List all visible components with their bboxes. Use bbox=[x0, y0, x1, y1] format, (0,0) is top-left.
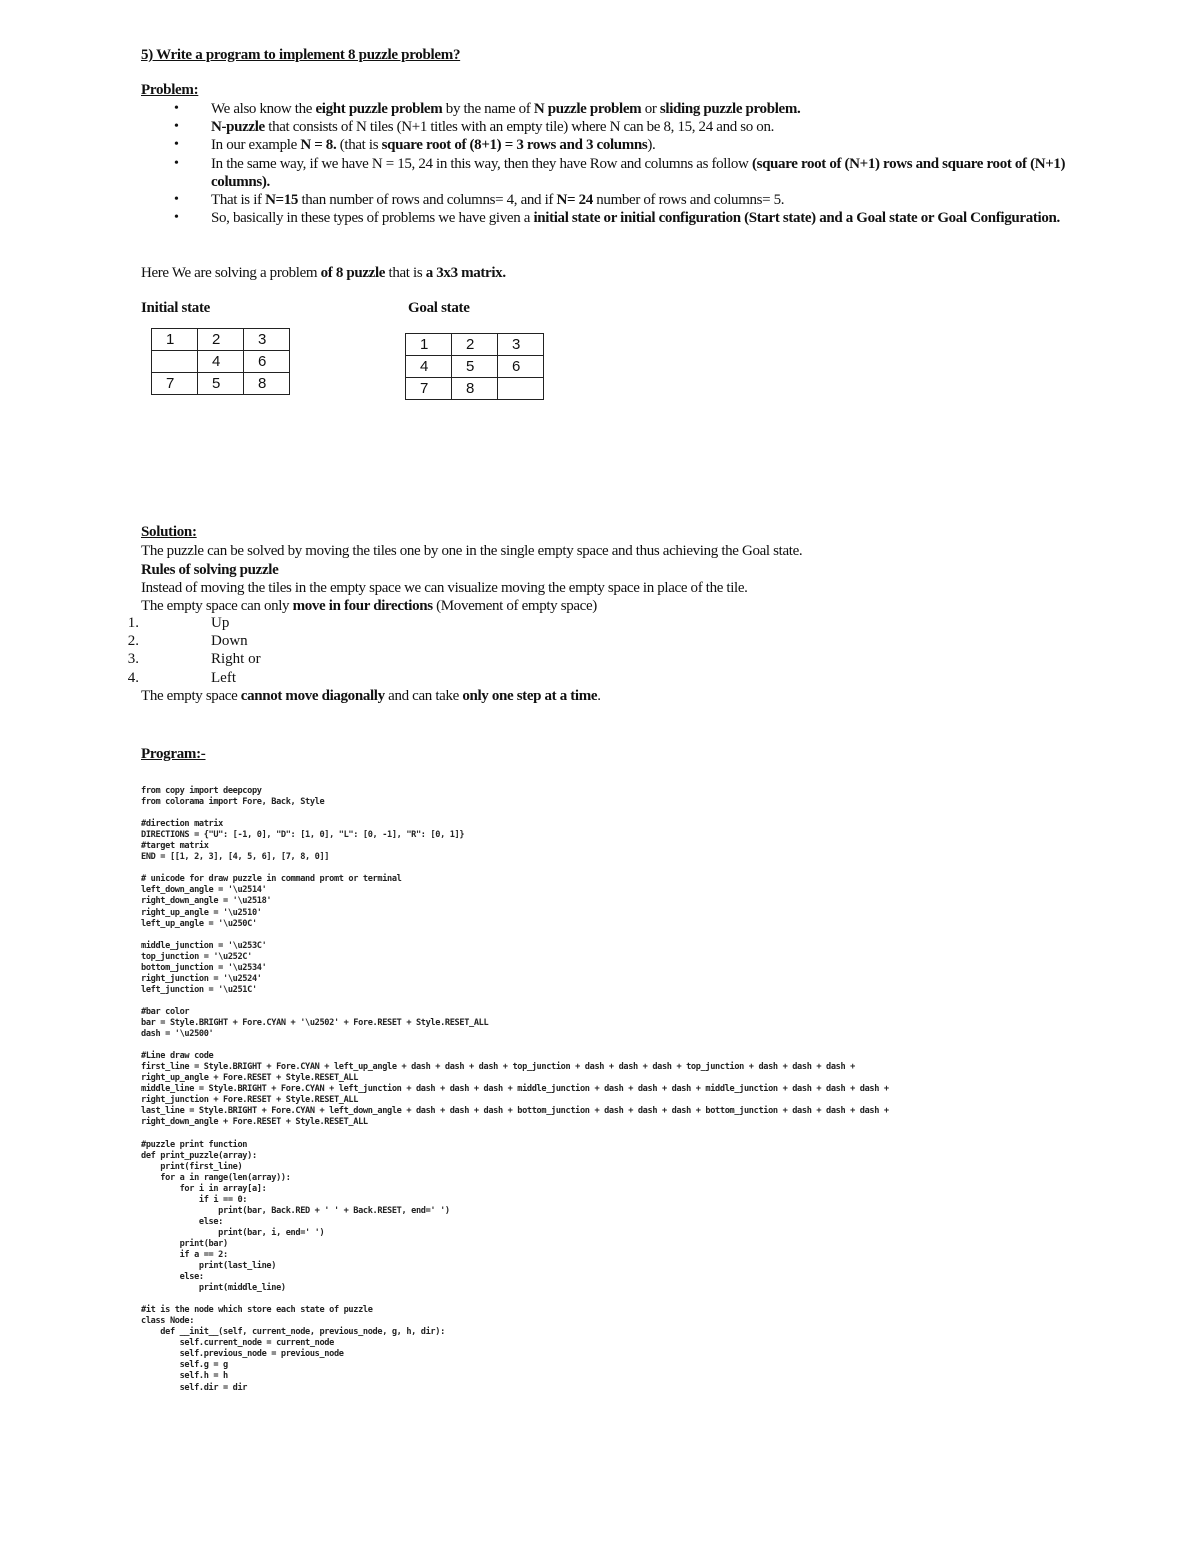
grid-cell: 2 bbox=[198, 329, 244, 351]
bullet-item: • In our example N = 8. (that is square root of (8+1) = 3 rows and 3 columns). bbox=[172, 136, 1072, 154]
bullet-item: • In the same way, if we have N = 15, 24 in this way, then they have Row and columns as follow (square root of (N+1) rows and square root of (N+1) columns). bbox=[172, 155, 1072, 191]
document-page: 5) Write a program to implement 8 puzzle problem? Problem: • We also know the eight puzzle problem by the name of N puzzle problem or sliding puzzle problem. • N-puzzle that consists of N tiles (N+1 titles with an empty tile) where N can be 8, 15, 24 and so on. • In our example N = 8. (that is square root of (8+1) = 3 rows and 3 columns). • In the same way, if we have N = 15, 24 in this way, then they have Row and columns as follow (square root of (N+1) rows and square root of (N+1) columns). • That is if N=15 than number of rows and columns= 4, and if N= 24 number of rows and columns= 5. • So, basically in these types of problems we have given a initial state or initial configuration (Start state) and a Goal state or Goal Configuration. Here We are solving a problem of 8 puzzle that is a 3x3 matrix. Initial state Goal state 1 2 3 4 6 7 5 8 1 2 3 4 5 6 7 8 Solution: The puzzle can be solved by moving the tiles one by one in the single empty space and thus achieving the Goal state. Rules of solving puzzle Instead of moving the tiles in the empty space we can visualize moving the empty space in place of the tile. The empty space can only move in four directions (Movement of empty space) 1. Up 2. Down 3. Right or 4. Left The empty space cannot move diagonally and can take only one step at a time. Program:- from copy import deepcopy from colorama import Fore, Back, Style #direction matrix DIRECTIONS = {"U": [-1, 0], "D": [1, 0], "L": [0, -1], "R": [0, 1]} #target matrix END = [[1, 2, 3], [4, 5, 6], [7, 8, 0]] # unicode for draw puzzle in command promt or terminal left_down_angle = '\u2514' right_down_angle = '\u2518' right_up_angle = '\u2510' left_up_angle = '\u250C' middle_junction = '\u253C' top_junction = '\u252C' bottom_junction = '\u2534' right_junction = '\u2524' left_junction = '\u251C' #bar color bar = Style.BRIGHT + Fore.CYAN + '\u2502' + Fore.RESET + Style.RESET_ALL dash = '\u2500' #Line draw code first_line = Style.BRIGHT + Fore.CYAN + left_up_angle + dash + dash + dash + top_junction + dash + dash + dash + top_junction + dash + dash + dash + right_up_angle + Fore.RESET + Style.RESET_ALL middle_line = Style.BRIGHT + Fore.CYAN + left_junction + dash + dash + dash + middle_junction + dash + dash + dash + middle_junction + dash + dash + dash + right_junction + Fore.RESET + Style.RESET_ALL last_line = Style.BRIGHT + Fore.CYAN + left_down_angle + dash + dash + dash + bottom_junction + dash + dash + dash + bottom_junction + dash + dash + dash + right_down_angle + Fore.RESET + Style.RESET_ALL #puzzle print function def print_puzzle(array): print(first_line) for a in range(len(array)): for i in array[a]: if i == 0: print(bar, Back.RED + ' ' + Back.RESET, end=' ') else: print(bar, i, end=' ') print(bar) if a == 2: print(last_line) else: print(middle_line) #it is the node which store each state of puzzle class Node: def __init__(self, current_node, previous_node, g, h, dir): self.current_node = current_node self.previous_node = previous_node self.g = g self.h = h self.dir = dir bbox=[0, 0, 1200, 1553]
grid-cell: 2 bbox=[452, 334, 498, 356]
grid-cell: 4 bbox=[406, 356, 452, 378]
rules-text: Instead of moving the tiles in the empty space we can visualize moving the empty space in place of the tile. bbox=[141, 580, 748, 596]
solution-text: The puzzle can be solved by moving the tiles one by one in the single empty space and thus achieving the Goal state. bbox=[141, 543, 803, 559]
initial-state-label: Initial state bbox=[141, 300, 211, 316]
grid-cell: 1 bbox=[406, 334, 452, 356]
grid-cell: 6 bbox=[498, 356, 544, 378]
grid-cell bbox=[498, 378, 544, 400]
bullet-item: • So, basically in these types of problems we have given a initial state or initial configuration (Start state) and a Goal state or Goal Configuration. bbox=[172, 209, 1072, 227]
directions-intro: The empty space can only move in four directions (Movement of empty space) bbox=[141, 598, 597, 614]
bullet-item: • N-puzzle that consists of N tiles (N+1 titles with an empty tile) where N can be 8, 15, 24 and so on. bbox=[172, 118, 1072, 136]
grid-cell: 3 bbox=[244, 329, 290, 351]
grid-cell: 8 bbox=[244, 373, 290, 395]
grid-cell: 7 bbox=[406, 378, 452, 400]
problem-bullet-list bbox=[172, 100, 1072, 227]
program-heading: Program:- bbox=[141, 746, 206, 762]
grid-cell: 8 bbox=[452, 378, 498, 400]
bullet-item: • We also know the eight puzzle problem by the name of N puzzle problem or sliding puzzle problem. bbox=[172, 100, 1072, 118]
grid-cell: 5 bbox=[452, 356, 498, 378]
program-code-block: from copy import deepcopy from colorama import Fore, Back, Style #direction matrix DIRECTIONS = {"U": [-1, 0], "D": [1, 0], "L": [0, -1], "R": [0, 1]} #target matrix END = [[1, 2, 3], [4, 5, 6], [7, 8, 0]] # unicode for draw puzzle in command promt or terminal left_down_angle = '\u2514' right_down_angle = '\u2518' right_up_angle = '\u2510' left_up_angle = '\u250C' middle_junction = '\u253C' top_junction = '\u252C' bottom_junction = '\u2534' right_junction = '\u2524' left_junction = '\u251C' #bar color bar = Style.BRIGHT + Fore.CYAN + '\u2502' + Fore.RESET + Style.RESET_ALL dash = '\u2500' #Line draw code first_line = Style.BRIGHT + Fore.CYAN + left_up_angle + dash + dash + dash + top_junction + dash + dash + dash + top_junction + dash + dash + dash + right_up_angle + Fore.RESET + Style.RESET_ALL middle_line = Style.BRIGHT + Fore.CYAN + left_junction + dash + dash + dash + middle_junction + dash + dash + dash + middle_junction + dash + dash + dash + right_junction + Fore.RESET + Style.RESET_ALL last_line = Style.BRIGHT + Fore.CYAN + left_down_angle + dash + dash + dash + bottom_junction + dash + dash + dash + bottom_junction + dash + dash + dash + right_down_angle + Fore.RESET + Style.RESET_ALL #puzzle print function def print_puzzle(array): print(first_line) for a in range(len(array)): for i in array[a]: if i == 0: print(bar, Back.RED + ' ' + Back.RESET, end=' ') else: print(bar, i, end=' ') print(bar) if a == 2: print(last_line) else: print(middle_line) #it is the node which store each state of puzzle class Node: def __init__(self, current_node, previous_node, g, h, dir): self.current_node = current_node self.previous_node = previous_node self.g = g self.h = h self.dir = dir bbox=[141, 786, 889, 1393]
problem-heading: Problem: bbox=[141, 82, 199, 98]
grid-cell bbox=[152, 351, 198, 373]
initial-state-grid bbox=[151, 328, 290, 395]
grid-cell: 3 bbox=[498, 334, 544, 356]
grid-cell: 7 bbox=[152, 373, 198, 395]
matrix-description: Here We are solving a problem of 8 puzzle that is a 3x3 matrix. bbox=[141, 265, 506, 281]
goal-state-label: Goal state bbox=[408, 300, 470, 316]
goal-state-grid bbox=[405, 333, 544, 400]
grid-cell: 1 bbox=[152, 329, 198, 351]
movement-note: The empty space cannot move diagonally and can take only one step at a time. bbox=[141, 688, 601, 704]
rules-heading: Rules of solving puzzle bbox=[141, 562, 279, 578]
solution-heading: Solution: bbox=[141, 524, 197, 540]
grid-cell: 5 bbox=[198, 373, 244, 395]
grid-cell: 6 bbox=[244, 351, 290, 373]
document-title: 5) Write a program to implement 8 puzzle problem? bbox=[141, 47, 461, 63]
grid-cell: 4 bbox=[198, 351, 244, 373]
bullet-item: • That is if N=15 than number of rows and columns= 4, and if N= 24 number of rows and columns= 5. bbox=[172, 191, 1072, 209]
